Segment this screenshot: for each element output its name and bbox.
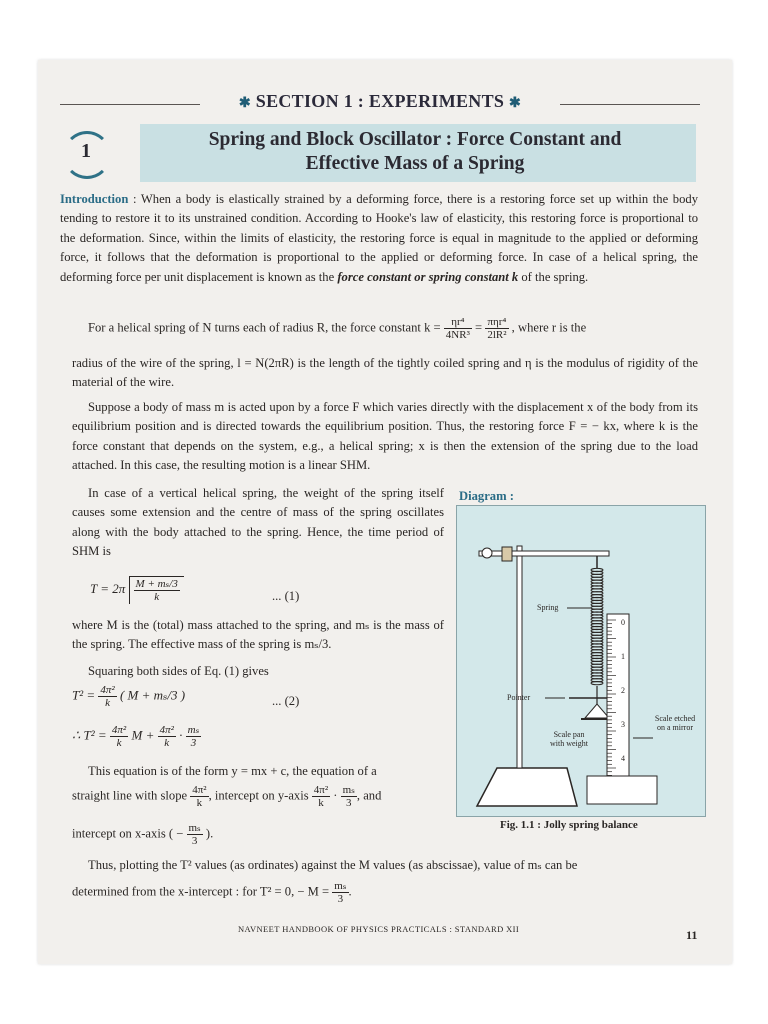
tick-label: 3 [621,720,625,729]
diagram-label: Diagram : [459,489,514,503]
vertical-spring-paragraph: In case of a vertical helical spring, the weight of the spring itself causes some extension and the centre of mass of the spring oscillates along with the body attached to the spring. Hence, the time period of SHM is [72,486,444,559]
equation-1: T = 2π $\frac{\text{M + mₛ/3}}{k}$ [90,576,184,604]
equation-2: T² = $\frac{\text{4π²}}{k}$ ( M + mₛ/3 ) [72,684,186,709]
stand-rod [517,546,522,768]
plotting-paragraph: Thus, plotting the T² values (as ordinates) against the M values (as abscissae), value of mₛ can be [88,858,578,872]
footer-text: NAVNEET HANDBOOK OF PHYSICS PRACTICALS : STANDARD XII [238,924,520,934]
section-rule-right [560,104,700,105]
spring-label: Spring [537,603,559,612]
clamp [502,547,512,561]
squaring-paragraph: Squaring both sides of Eq. (1) gives [88,664,269,678]
spring-coil [591,568,603,684]
title-line-2: Effective Mass of a Spring [305,153,525,174]
stand-arm [479,551,609,556]
tick-label: 4 [621,754,625,763]
shm-paragraph: Suppose a body of mass m is acted upon by a force F which varies directly with the displacement x of the body from its equilibrium position and is directed towards the equilibrium position. Thus, the restoring force F = − kx, where k is the force constant that depends on the system, e.g., a helical spring; x is then the extension of the spring due to the load attached. In this case, the resulting motion is a linear SHM. [72,400,698,473]
para2-continued: radius of the wire of the spring, l = N(2πR) is the length of the tightly coiled spring and η is the modulus of rigidity of the material of the wire. [72,356,698,390]
determined-line: determined from the x-intercept : for T² = 0, − M = $\frac{\text{mₛ}}{3}$ . [72,880,352,905]
equation-1-number: ... (1) [272,589,300,603]
experiment-number: 1 [81,140,91,162]
section-header [60,91,700,117]
scale-pan [585,704,609,718]
force-constant-frac-2: $\frac{\text{πηr⁴}}{\text{2lR²}}$ [487,316,507,341]
figure-caption: Fig. 1.1 : Jolly spring balance [500,819,638,831]
star-icon: ✱ [509,96,522,111]
intro-label: Introduction [60,192,129,206]
pointer-label: Pointer [507,693,531,702]
tick-label: 2 [621,686,625,695]
sqrt-radical: $\frac{\text{M + mₛ/3}}{k}$ [129,576,184,604]
scale-mirror-label: Scale etched on a mirror [654,714,696,732]
scale-base [587,776,657,804]
diagram-figure [456,505,706,817]
clamp-knob [482,548,492,558]
intro-text-a: : When a body is elastically strained by a deforming force, there is a restoring force set up within the body tending to restore it to its unstrained condition. According to Hooke's law of elasticity, this restoring force is proportional to the deformation. Since, within the limits of elasticity, the restoring force is equal in magnitude to the applied or deforming force, it follows that the deformation is proportional to the applied or deforming force. In case of a helical spring, the deforming force per unit displacement is known as the [60,192,698,284]
force-constant-lead: For a helical spring of N turns each of radius R, the force constant k = [88,320,441,335]
equation-2-number: ... (2) [272,694,300,708]
experiment-title [150,128,680,176]
page-number: 11 [686,928,698,942]
scale-pan-label: Scale pan with weight [550,730,588,748]
tick-label: 0 [621,618,625,627]
section-rule-left [60,104,200,105]
section-title [205,91,555,117]
force-constant-tail: , where r is the [511,320,587,335]
x-intercept-line: intercept on x-axis ( − $\frac{\text{mₛ}}{3}$ ). [72,822,214,847]
stand-base [477,768,577,806]
jolly-balance-illustration [457,506,705,816]
mass-paragraph: where M is the (total) mass attached to the spring, and mₛ is the mass of the spring. The effective mass of the spring is mₛ/3. [72,618,444,652]
intro-text-b: of the spring. [518,269,589,284]
equation-3: ∴ T² = $\frac{\text{4π²}}{k}$ M + $\frac{\text{4π²}}{k}$ · $\frac{\text{mₛ}}{3}$ [72,724,200,749]
title-line-1: Spring and Block Oscillator : Force Constant and [208,129,622,150]
section-title-text: SECTION 1 : EXPERIMENTS [255,91,505,111]
force-constant-line: For a helical spring of N turns each of radius R, the force constant k = $\frac{\text{ηr⁴}}{\text{4NR³}}$ = $\frac{\text{πηr⁴}}{\text{2lR²}}$ , where r is the [88,316,587,341]
experiment-number-badge [60,128,112,180]
intro-paragraph [60,190,698,287]
star-icon: ✱ [238,96,251,111]
slope-line: straight line with slope $\frac{\text{4π²}}{k}$ , intercept on y-axis $\frac{\text{4π²}}{k}$ · $\frac{\text{mₛ}}{3}$ , and [72,784,382,809]
linear-form-line: This equation is of the form y = mx + c, the equation of a [88,764,377,778]
intro-bold-term: force constant or spring constant k [337,269,519,284]
spring-turn [591,682,603,685]
tick-label: 1 [621,652,625,661]
force-constant-frac-1: $\frac{\text{ηr⁴}}{\text{4NR³}}$ [445,316,470,341]
